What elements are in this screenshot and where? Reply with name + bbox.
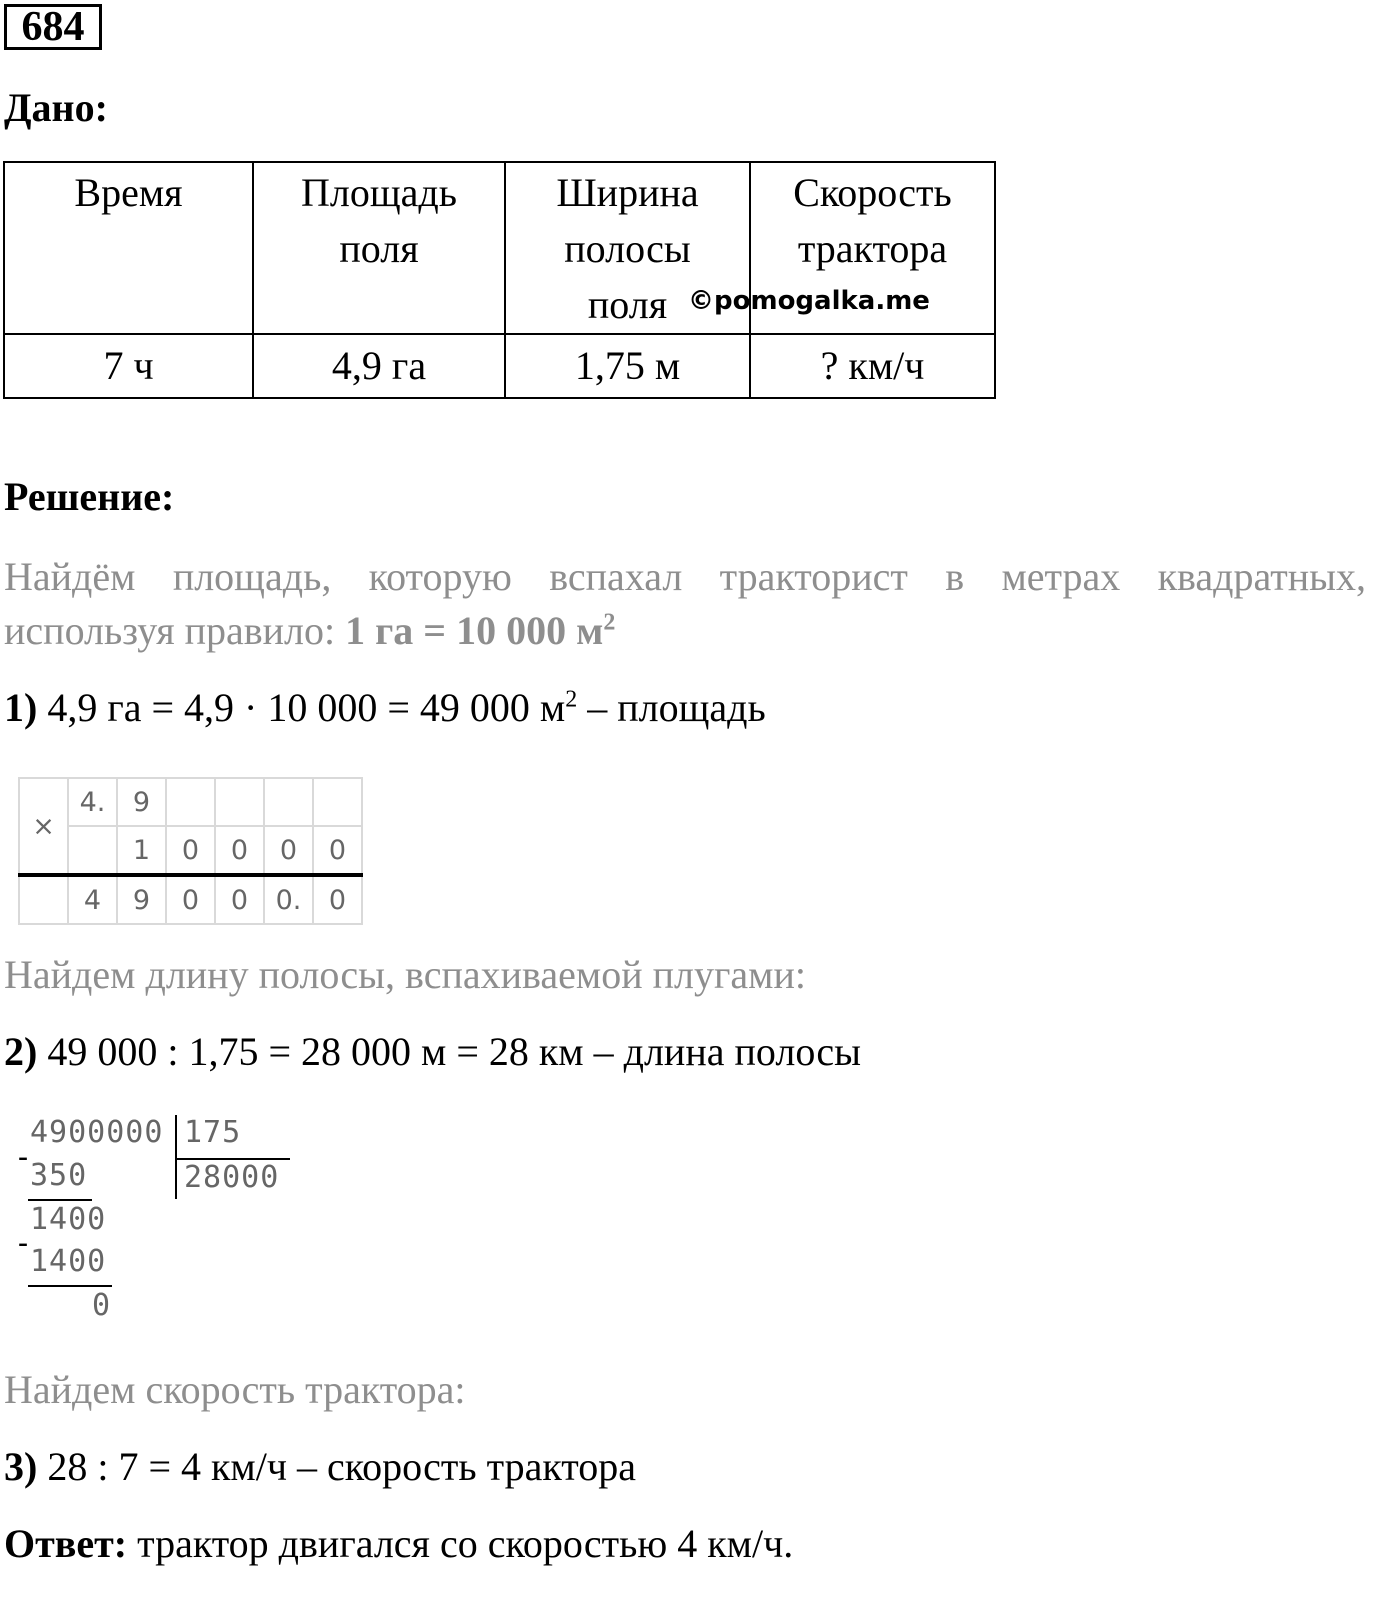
intro-line-1: Найдём площадь, которую вспахал тракторист в метрах квадратных, (4, 554, 1366, 599)
find-speed-text: Найдем скорость трактора: (4, 1367, 466, 1412)
answer: Ответ: трактор двигался со скоростью 4 км/ч. (4, 1521, 794, 1566)
given-table (3, 161, 996, 399)
remainder-1: 1400 (30, 1202, 107, 1237)
header-time: Время (4, 162, 253, 334)
subtract-2: 1400 (30, 1244, 107, 1279)
rule: 1 га = 10 000 $м^2$ (345, 608, 616, 653)
value-time: 7 ч (4, 334, 253, 398)
step-3-number: 3) (4, 1444, 38, 1489)
task-number: 684 (4, 4, 102, 50)
watermark: ©pomogalka.me (688, 286, 930, 316)
answer-label: Ответ: (4, 1521, 128, 1566)
value-speed: ? км/ч (750, 334, 995, 398)
find-length-text: Найдем длину полосы, вспахиваемой плугами: (4, 952, 806, 997)
remainder-2: 0 (92, 1288, 112, 1323)
step-2-number: 2) (4, 1029, 38, 1074)
step-1-number: 1) (4, 685, 38, 730)
intro-line-2: используя правило: 1 га = 10 000 $м^2$ (4, 608, 616, 653)
subtract-1: 350 (30, 1158, 88, 1193)
header-speed: Скорость трактора (750, 162, 995, 334)
solution-label: Решение: (4, 474, 175, 519)
value-area: 4,9 га (253, 334, 505, 398)
multiplication-grid: × 4. 9 1 0 0 0 0 4 9 0 0 0. 0 (18, 777, 363, 925)
header-area: Площадь поля (253, 162, 505, 334)
step-2: 2) 49 000 : 1,75 = 28 000 м = 28 км – длина полосы (4, 1029, 861, 1074)
quotient: 28000 (184, 1160, 280, 1195)
dividend: 4900000 (30, 1115, 164, 1150)
given-label: Дано: (4, 85, 108, 130)
header-width: Ширина полосы поля (505, 162, 750, 334)
divisor: 175 (184, 1115, 242, 1150)
step-3: 3) 28 : 7 = 4 км/ч – скорость трактора (4, 1444, 636, 1489)
value-width: 1,75 м (505, 334, 750, 398)
step-1: 1) 4,9 га = 4,9 · 10 000 = 49 000 $м^2$ – площадь (4, 685, 766, 730)
multiply-sign: × (19, 778, 68, 875)
